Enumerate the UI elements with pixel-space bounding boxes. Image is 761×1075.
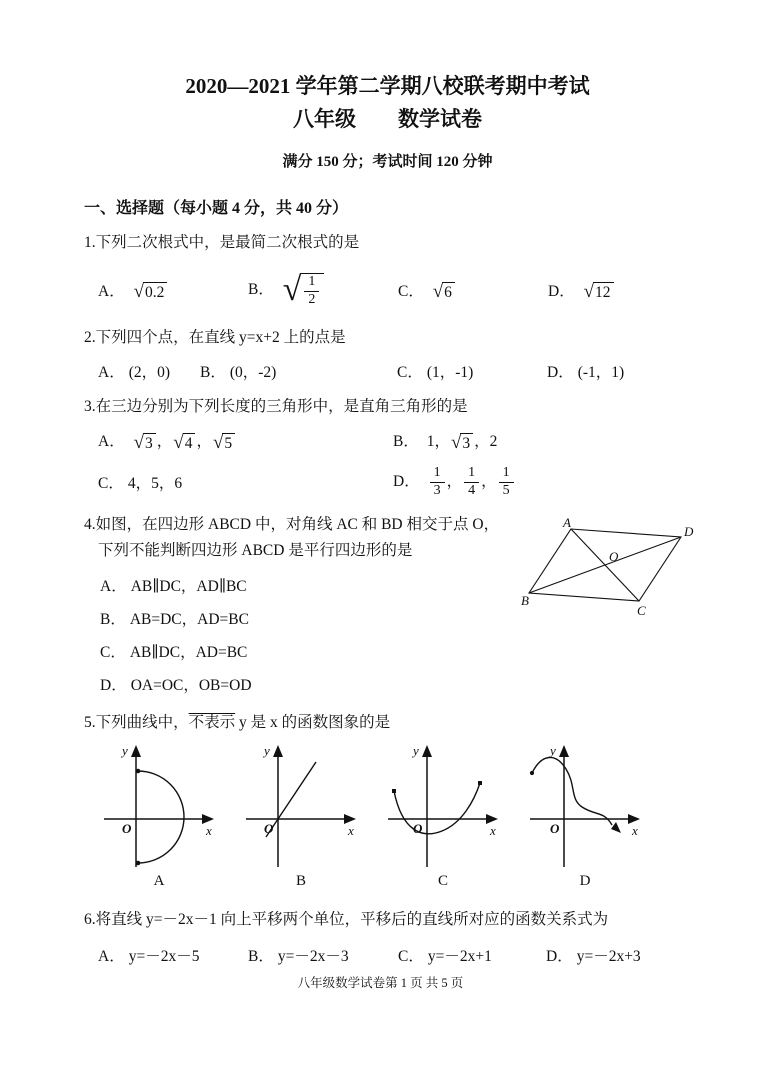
fraction <box>430 466 445 498</box>
endpoint-square <box>392 789 396 793</box>
numerator: 1 <box>430 466 445 483</box>
numerator: 1 <box>464 466 479 483</box>
denominator: 2 <box>308 291 316 307</box>
radicand: 3 <box>143 433 156 454</box>
option-label: D． <box>100 676 127 694</box>
option-label: D． <box>548 282 575 300</box>
question-3-stem: 3.在三边分别为下列长度的三角形中，是直角三角形的是 <box>84 398 468 416</box>
origin-label: O <box>264 820 274 836</box>
x-axis-label: x <box>206 822 212 838</box>
endpoint-dot <box>136 768 141 773</box>
exam-title: 2020—2021 学年第二学期八校联考期中考试 <box>185 74 590 98</box>
radicand: 12 <box>593 282 614 303</box>
q2-option-a <box>98 360 200 382</box>
radicand: 0.2 <box>143 282 167 303</box>
graph-label-a: A <box>153 872 165 889</box>
option-text: (0，-2) <box>229 364 277 382</box>
endpoint-dot <box>530 771 534 775</box>
option-label: A． <box>98 282 125 300</box>
option-text: AB∥DC，AD∥BC <box>130 577 247 595</box>
origin-label: O <box>122 820 132 836</box>
exam-subtitle: 八年级 数学试卷 <box>293 107 482 131</box>
page-footer: 八年级数学试卷第 1 页 共 5 页 <box>297 976 464 990</box>
option-label: C． <box>398 282 424 300</box>
radicand: 6 <box>442 282 455 303</box>
graph-label-d: D <box>579 872 591 889</box>
emphasized-text: 不表示 <box>188 713 236 731</box>
section-heading: 一、选择题（每小题 4 分，共 40 分） <box>84 200 349 218</box>
question-6-options <box>84 944 691 966</box>
question-3 <box>84 395 691 498</box>
exam-header <box>84 70 691 171</box>
option-text: ，2 <box>474 433 498 451</box>
q4-option-c <box>84 640 691 662</box>
graph-label-c: C <box>437 872 448 889</box>
separator: ， <box>446 472 463 490</box>
question-4-stem-line1: 4.如图，在四边形 ABCD 中，对角线 AC 和 BD 相交于点 O， <box>84 515 500 533</box>
stem-text: 5.下列曲线中， <box>84 713 189 731</box>
radical-sign: √ <box>212 431 224 453</box>
option-label: D． <box>546 947 573 965</box>
endpoint-dot <box>136 860 141 865</box>
q1-option-a <box>98 279 248 303</box>
option-text: y=－2x－3 <box>277 947 349 965</box>
fraction <box>499 466 514 498</box>
q6-option-d <box>546 944 691 966</box>
graph-a-svg <box>98 741 220 871</box>
q4-figure <box>521 517 697 622</box>
radicand: 4 <box>183 433 196 454</box>
origin-label: O <box>413 820 423 836</box>
sqrt-expression <box>283 273 325 307</box>
option-label: A． <box>98 947 125 965</box>
numerator: 1 <box>499 466 514 483</box>
q3-option-a <box>98 429 393 453</box>
option-label: D． <box>547 364 574 382</box>
diagonal-bd <box>529 537 681 593</box>
option-label: B． <box>248 947 274 965</box>
radicand: 5 <box>222 433 235 454</box>
graph-c-svg <box>382 741 504 871</box>
q5-graph-d <box>524 741 646 890</box>
y-axis-arrow-icon <box>131 745 141 757</box>
radical-sign: √ <box>282 271 302 309</box>
q6-option-c <box>398 944 546 966</box>
option-label: A． <box>98 433 125 451</box>
denominator: 4 <box>468 482 476 498</box>
sqrt-expression <box>451 433 473 454</box>
option-label: A． <box>98 364 125 382</box>
sqrt-expression <box>173 433 195 454</box>
question-1 <box>84 231 691 313</box>
graph-d-svg <box>524 741 646 871</box>
vertex-label-c: C <box>637 602 646 617</box>
exam-meta: 满分 150 分；考试时间 120 分钟 <box>282 154 493 171</box>
question-6-stem: 6.将直线 y=－2x－1 向上平移两个单位，平移后的直线所对应的函数关系式为 <box>84 910 609 928</box>
vertex-label-b: B <box>521 592 529 608</box>
option-text: 4，5，6 <box>127 475 183 493</box>
question-1-stem: 1.下列二次根式中，是最简二次根式的是 <box>84 234 360 252</box>
option-label: A． <box>100 577 127 595</box>
question-4 <box>84 513 694 695</box>
radical-sign: √ <box>583 280 595 302</box>
fraction <box>304 275 319 307</box>
y-axis-label: y <box>413 742 419 758</box>
y-axis-label: y <box>264 742 270 758</box>
y-axis-label: y <box>550 742 556 758</box>
option-text: y=－2x+1 <box>427 947 492 965</box>
denominator: 3 <box>433 482 441 498</box>
sqrt-expression <box>433 282 455 303</box>
option-text: 1， <box>426 433 450 451</box>
vertex-label-a: A <box>563 516 571 530</box>
question-5-graphs <box>84 741 691 890</box>
graph-label-b: B <box>295 872 306 889</box>
radicand <box>300 273 324 307</box>
q5-graph-a <box>98 741 220 890</box>
question-5-stem <box>84 711 691 735</box>
y-axis-arrow-icon <box>559 745 569 757</box>
question-5 <box>84 711 691 890</box>
question-6 <box>84 908 691 966</box>
option-text: y=－2x－5 <box>128 947 200 965</box>
sqrt-expression <box>213 433 235 454</box>
option-text: (2，0) <box>128 364 171 382</box>
option-text: (-1，1) <box>577 364 625 382</box>
option-text: (1，-1) <box>426 364 474 382</box>
sqrt-expression <box>134 433 156 454</box>
x-axis-label: x <box>490 822 496 838</box>
separator: ， <box>481 472 497 490</box>
option-label: B． <box>200 364 226 382</box>
y-axis-arrow-icon <box>273 745 283 757</box>
origin-label: O <box>550 820 560 836</box>
q2-option-b <box>200 360 397 382</box>
q6-option-b <box>248 944 398 966</box>
sqrt-expression <box>134 282 168 303</box>
radicand: 3 <box>460 433 473 454</box>
y-axis-arrow-icon <box>422 745 432 757</box>
q1-option-b <box>248 273 398 307</box>
question-2 <box>84 326 691 382</box>
q6-option-a <box>98 944 248 966</box>
q4-option-d <box>84 673 691 695</box>
vertex-label-d: D <box>684 523 694 539</box>
q3-option-c <box>98 471 393 493</box>
denominator: 5 <box>502 482 510 498</box>
y-axis-label: y <box>122 742 128 758</box>
graph-b-svg <box>240 741 362 871</box>
q1-option-c <box>398 279 548 303</box>
question-4-stem-line2: 下列不能判断四边形 ABCD 是平行四边形的是 <box>98 541 413 559</box>
option-label: C． <box>98 475 124 493</box>
radical-sign: √ <box>432 280 444 302</box>
q5-graph-c <box>382 741 504 890</box>
option-label: B． <box>393 433 419 451</box>
option-label: B． <box>248 281 274 298</box>
q2-option-d <box>547 360 691 382</box>
fraction <box>464 466 479 498</box>
q5-graph-b <box>240 741 362 890</box>
option-label: C． <box>398 947 424 965</box>
question-3-options <box>84 429 691 498</box>
option-text: AB∥DC，AD=BC <box>129 643 248 661</box>
q2-option-c <box>397 360 547 382</box>
separator: ， <box>156 433 173 451</box>
question-2-options <box>84 360 691 382</box>
q3-option-b <box>393 429 691 453</box>
option-text: y=－2x+3 <box>576 947 641 965</box>
curve <box>394 783 480 834</box>
endpoint-square <box>478 781 482 785</box>
option-label: B． <box>100 610 126 628</box>
question-1-options <box>84 267 691 313</box>
option-label: C． <box>100 643 126 661</box>
radical-sign: √ <box>133 280 145 302</box>
stem-text: y 是 x 的函数图象的是 <box>235 713 391 731</box>
radical-sign: √ <box>450 431 462 453</box>
option-text: OA=OC，OB=OD <box>130 676 252 694</box>
curve <box>266 762 316 837</box>
question-2-stem: 2.下列四个点，在直线 y=x+2 上的点是 <box>84 329 346 347</box>
option-label: C． <box>397 364 423 382</box>
curve-arrow-icon <box>611 822 621 833</box>
option-label: D． <box>393 472 420 490</box>
parallelogram-svg <box>521 517 697 617</box>
q1-option-d <box>548 279 691 303</box>
numerator: 1 <box>304 275 319 292</box>
separator: ， <box>196 433 212 451</box>
x-axis-label: x <box>348 822 354 838</box>
curve <box>138 771 184 863</box>
sqrt-expression <box>584 282 614 303</box>
q3-option-d <box>393 466 691 498</box>
radical-sign: √ <box>173 431 184 453</box>
radical-sign: √ <box>133 431 145 453</box>
x-axis-label: x <box>632 822 638 838</box>
option-text: AB=DC，AD=BC <box>129 610 249 628</box>
center-label-o: O <box>609 548 619 564</box>
curve <box>532 757 612 825</box>
